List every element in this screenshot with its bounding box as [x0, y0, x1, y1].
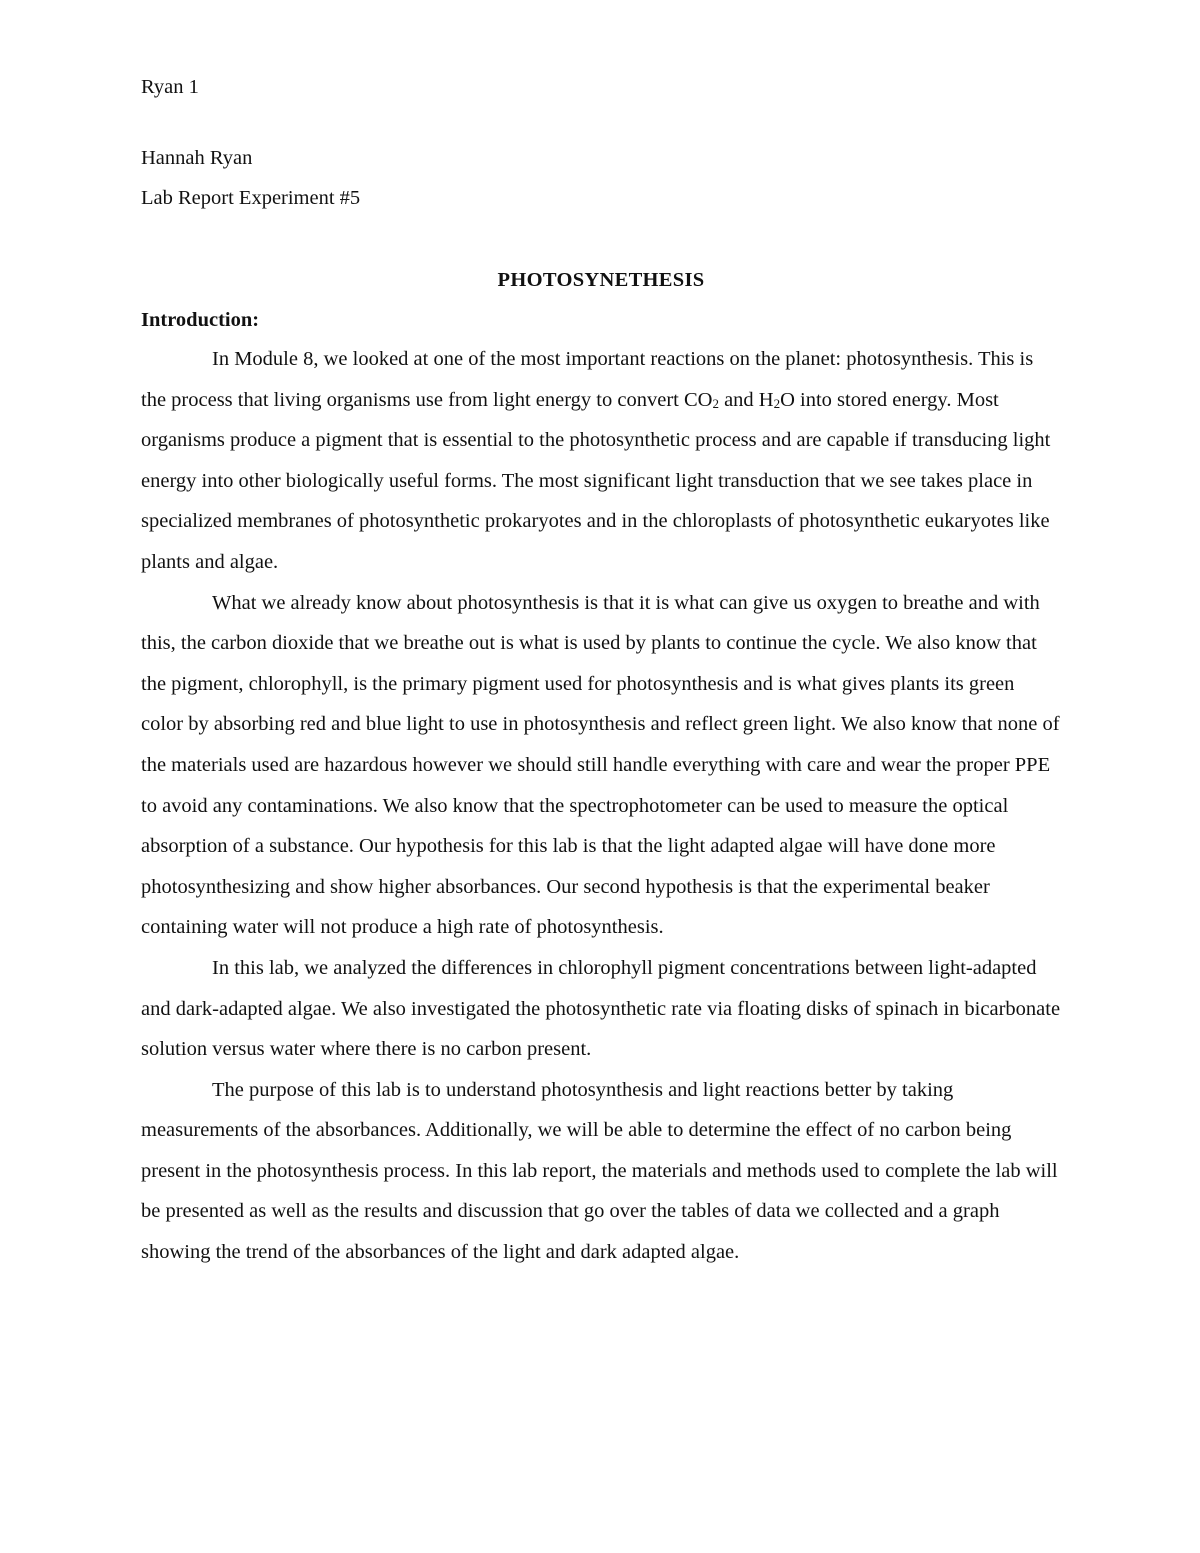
paragraph: In this lab, we analyzed the differences in chlorophyll pigment concentrations between light-adapted and dark-adapted algae. We also investigated the photosynthetic rate via floating disks of spinach in bicarbonate solution versus water where there is no carbon present.: [141, 956, 1061, 1061]
author-name: Hannah Ryan: [141, 147, 253, 169]
section-heading: Introduction:: [141, 309, 260, 331]
paragraph: The purpose of this lab is to understand photosynthesis and light reactions better by taking measurements of the absorbances. Additionally, we will be able to determine the effect of no carbon being present in the photosynthesis process. In this lab report, the materials and methods used to complete the lab will be presented as well as the results and discussion that go over the tables of data we collected and a graph showing the trend of the absorbances of the light and dark adapted algae.: [141, 1078, 1058, 1264]
document-title: PHOTOSYNETHESIS: [497, 269, 705, 291]
paragraph-text: and H: [718, 388, 774, 411]
running-head: Ryan 1: [141, 76, 199, 98]
paragraph-text: O into stored energy. Most organisms produce a pigment that is essential to the photosynthetic process and are capable if transducing light energy into other biologically useful forms. The most significant light transduction that we see takes place in specialized membranes of photosynthetic prokaryotes and in the chloroplasts of photosynthetic eukaryotes like plants and algae.: [141, 388, 1051, 573]
paragraph: What we already know about photosynthesis is that it is what can give us oxygen to breathe and with this, the carbon dioxide that we breathe out is what is used by plants to continue the cycle. We also know that the pigment, chlorophyll, is the primary pigment used for photosynthesis and is what gives plants its green color by absorbing red and blue light to use in photosynthesis and reflect green light. We also know that none of the materials used are hazardous however we should still handle everything with care and wear the proper PPE to avoid any contaminations. We also know that the spectrophotometer can be used to measure the optical absorption of a substance. Our hypothesis for this lab is that the light adapted algae will have done more photosynthesizing and show higher absorbances. Our second hypothesis is that the experimental beaker containing water will not produce a high rate of photosynthesis.: [141, 591, 1060, 939]
paragraph: [141, 339, 1061, 583]
subscript: 2: [712, 395, 719, 411]
subscript: 2: [773, 395, 781, 411]
course-line: Lab Report Experiment #5: [141, 187, 361, 209]
paragraph-text: In Module 8, we looked at one of the most important reactions on the planet: photosynthesis. This is the process that living organisms use from light energy to convert CO: [141, 348, 1034, 411]
introduction-body: [141, 339, 1061, 1273]
